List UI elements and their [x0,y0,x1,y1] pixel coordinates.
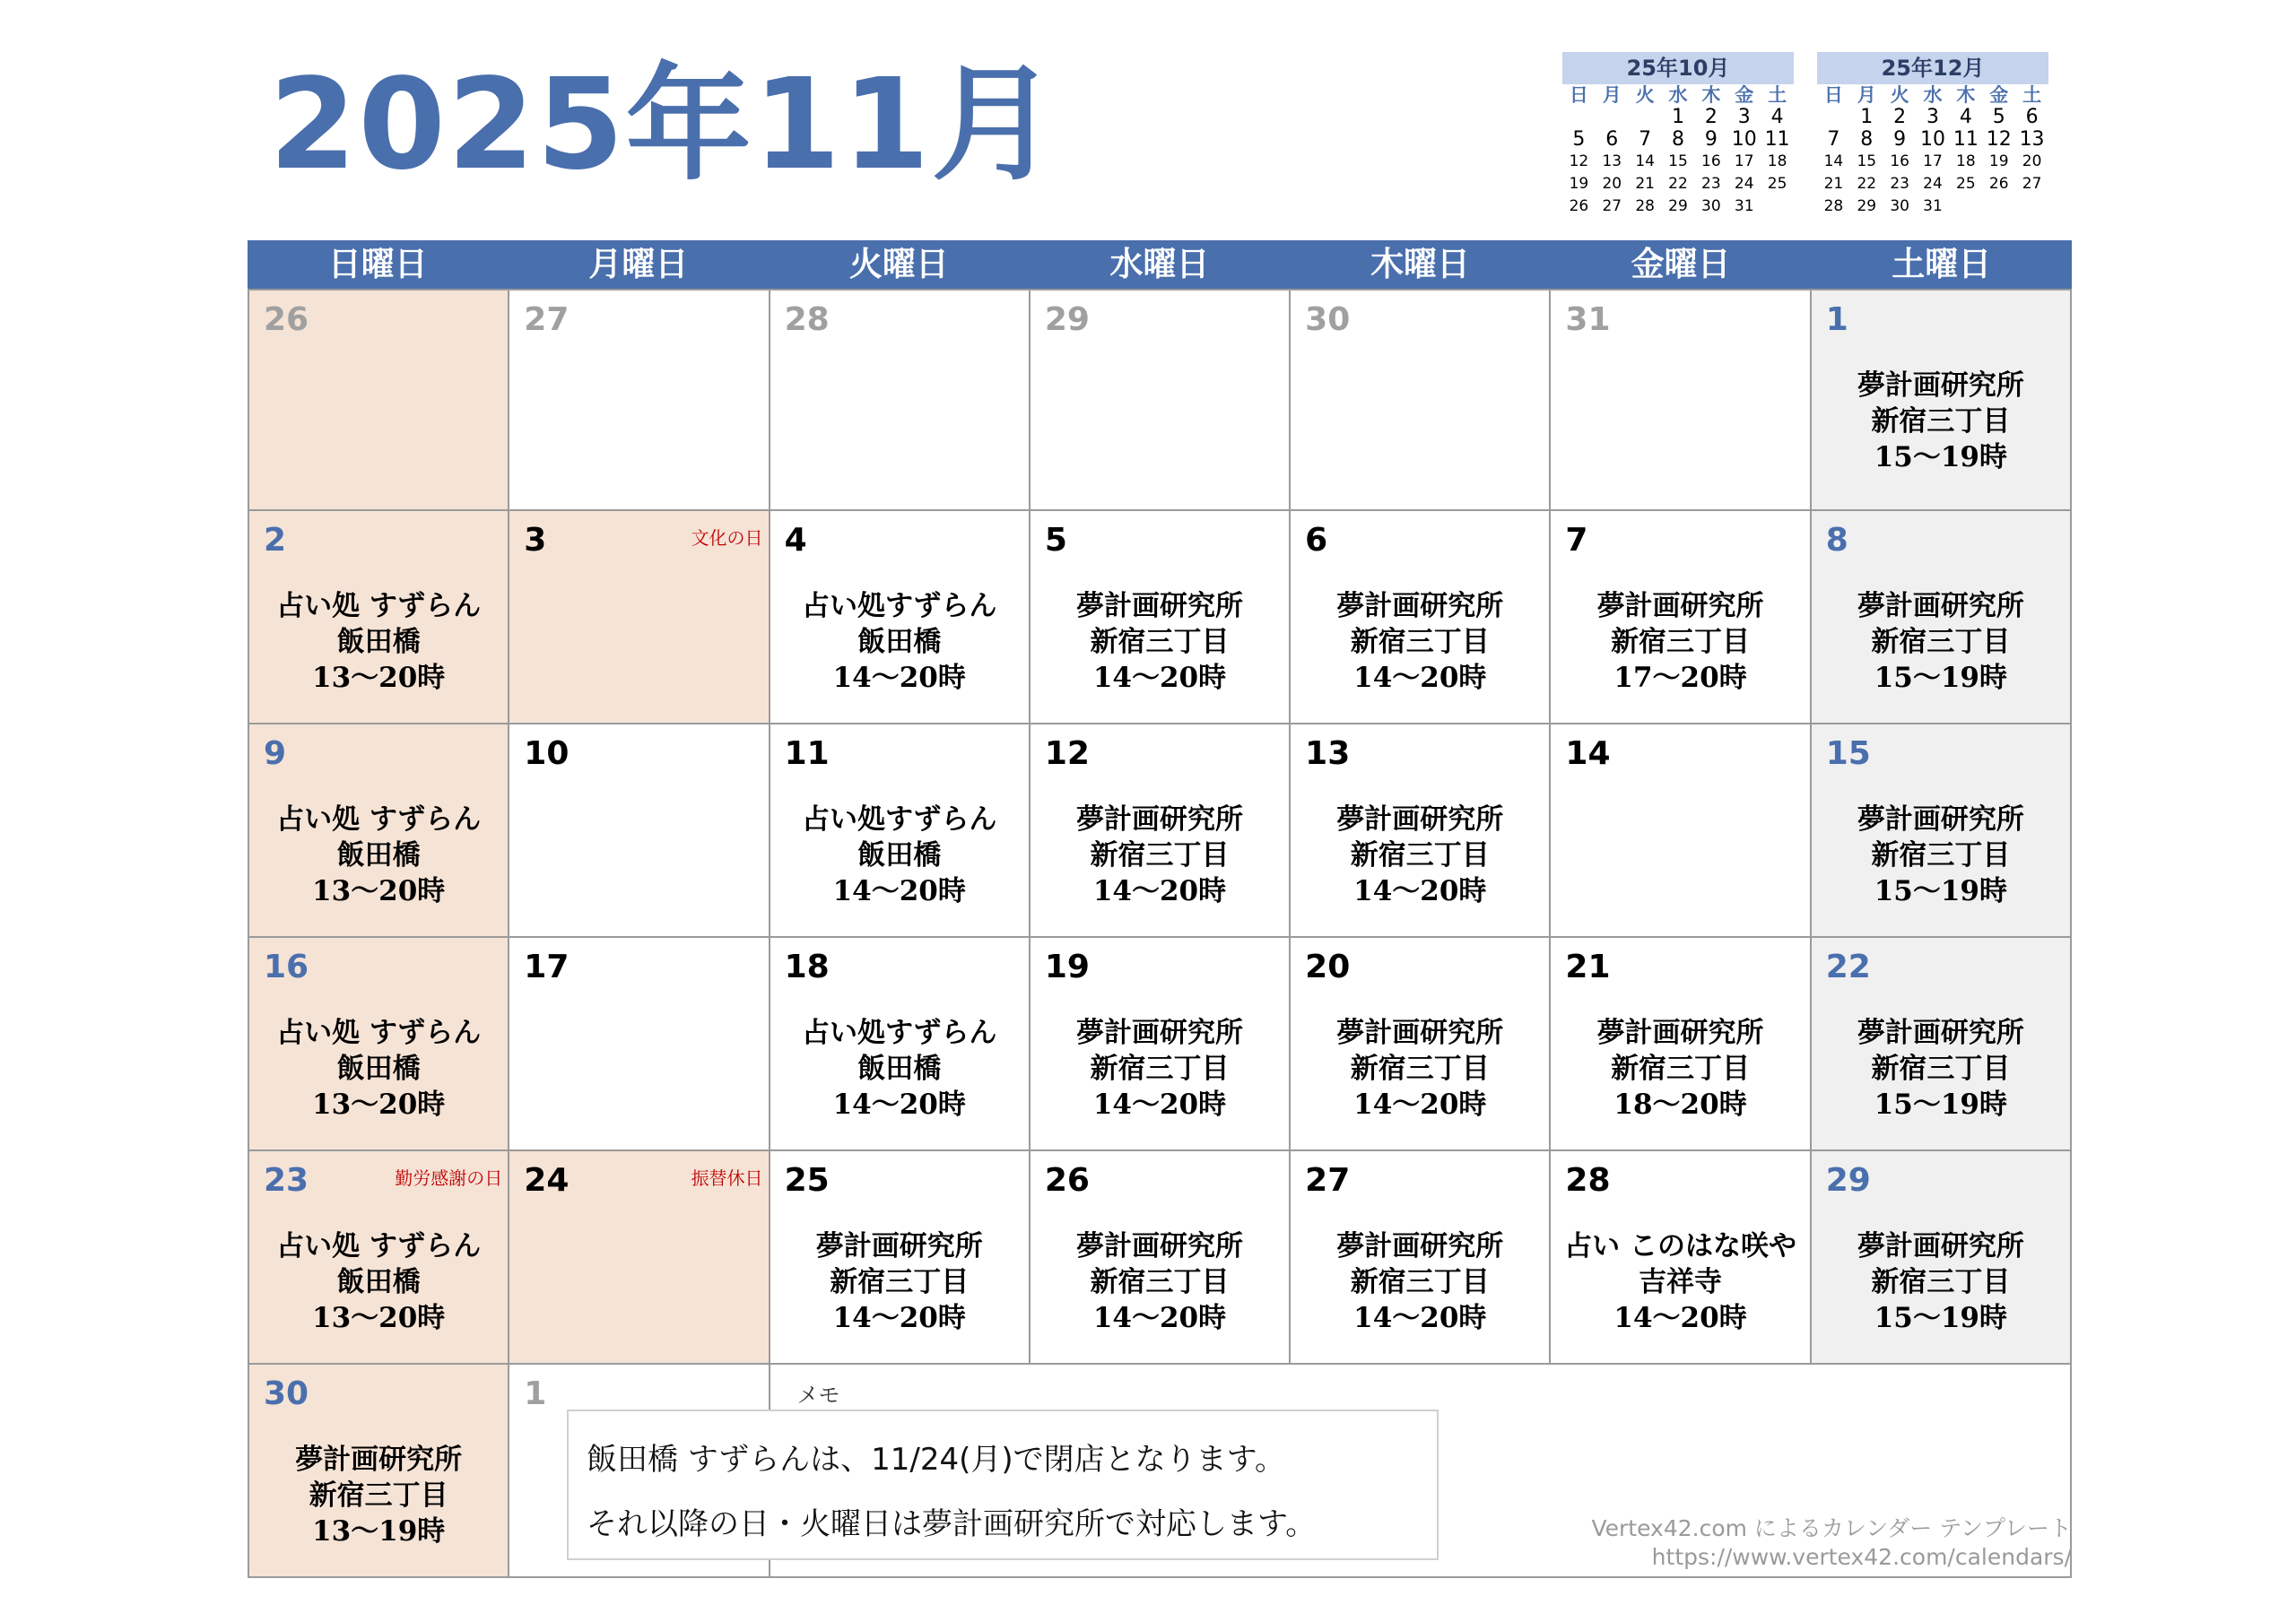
event-text [249,588,508,696]
event-text [1291,1228,1549,1336]
day-cell-4-3[interactable] [1031,1151,1291,1365]
event-line: 夢計画研究所 [1336,803,1504,836]
mini-calendar [1817,52,2048,218]
day-number: 30 [264,1375,309,1412]
mini-day: 27 [2022,175,2042,193]
day-cell-2-1[interactable] [509,724,770,938]
mini-day: 23 [1890,175,1909,193]
event-line: 飯田橋 [857,839,942,872]
mini-day: 17 [1734,152,1754,170]
mini-day: 21 [1635,175,1655,193]
mini-day: 11 [1764,128,1790,151]
event-line: 14～20時 [1092,875,1227,907]
mini-day: 9 [1893,128,1907,151]
day-cell-1-0[interactable] [249,511,509,724]
mini-day [2015,195,2048,218]
day-cell-2-0[interactable] [249,724,509,938]
event-line: 夢計画研究所 [1857,369,2024,402]
mini-day: 19 [1988,152,2009,170]
event-line: 占い処すずらん [802,590,997,622]
mini-day [1629,106,1662,128]
mini-day: 21 [1823,175,1844,193]
mini-day: 28 [1823,197,1844,215]
day-number: 13 [1305,735,1351,772]
event-line: 夢計画研究所 [1075,1230,1243,1262]
event-line: 飯田橋 [336,1266,421,1298]
mini-day [1562,106,1596,128]
mini-day: 27 [1602,197,1622,215]
event-line: 夢計画研究所 [1857,590,2024,622]
event-line: 新宿三丁目 [1611,626,1751,658]
credit-url[interactable]: https://www.vertex42.com/calendars/ [1651,1544,2072,1570]
event-line: 占い処すずらん [802,803,997,836]
event-text [1812,588,2070,696]
day-number: 22 [1825,949,1871,985]
event-line: 新宿三丁目 [1090,839,1230,872]
weekday-label: 土曜日 [1892,245,1992,283]
event-line: 吉祥寺 [1639,1266,1723,1298]
event-line: 14～20時 [832,1302,966,1334]
day-number: 11 [784,735,830,772]
event-line: 夢計画研究所 [1857,1017,2024,1049]
event-text [249,1228,508,1336]
mini-day: 25 [1767,175,1787,193]
day-number: 31 [1565,301,1611,338]
mini-day: 22 [1668,175,1688,193]
event-text [1031,588,1289,696]
day-cell-2-3[interactable] [1031,724,1291,938]
day-cell-2-5[interactable] [1551,724,1811,938]
day-cell-30[interactable] [249,1365,509,1578]
event-text [249,1442,508,1549]
mini-day: 13 [1602,152,1622,170]
mini-day: 2 [1704,106,1718,128]
mini-day: 25 [1956,175,1976,193]
mini-day [1817,106,1850,128]
day-number: 26 [264,301,309,338]
mini-day: 1 [1860,106,1874,128]
mini-day: 17 [1923,152,1943,170]
day-number: 21 [1565,949,1611,985]
day-cell-3-0[interactable] [249,938,509,1151]
mini-day: 20 [2022,152,2042,170]
day-cell-4-6[interactable] [1812,1151,2072,1365]
page-title: 2025年11月 [269,52,1059,198]
day-number: 24 [524,1162,570,1199]
event-line: 夢計画研究所 [1596,1017,1764,1049]
calendar-grid [248,289,2072,1365]
day-cell-4-0[interactable] [249,1151,509,1365]
mini-day: 24 [1734,175,1754,193]
day-number: 1 [1825,301,1848,338]
mini-weekday: 日 [1569,84,1588,106]
mini-day: 30 [1890,197,1909,215]
event-line: 14～20時 [1092,1089,1227,1121]
event-line: 夢計画研究所 [1336,1230,1504,1262]
event-line: 新宿三丁目 [1350,626,1490,658]
mini-day: 19 [1569,175,1589,193]
mini-day: 4 [1959,106,1972,128]
mini-day [1949,195,1982,218]
event-line: 15～19時 [1874,662,2007,694]
day-cell-0-3[interactable] [1031,291,1291,511]
event-line: 夢計画研究所 [815,1230,983,1262]
weekday-header [248,240,2072,289]
memo-line-1: 飯田橋 すずらんは、11/24(月)で閉店となります。 [587,1442,1285,1478]
event-line: 新宿三丁目 [1611,1053,1751,1085]
day-number: 29 [1825,1162,1871,1199]
event-line: 夢計画研究所 [1336,1017,1504,1049]
mini-calendar-grid [1562,84,1794,218]
mini-day: 5 [1572,128,1586,151]
mini-day: 26 [1988,175,2009,193]
event-line: 夢計画研究所 [1075,590,1243,622]
mini-weekday: 土 [2022,84,2042,106]
event-line: 飯田橋 [336,626,421,658]
mini-day: 16 [1890,152,1909,170]
weekday-label: 月曜日 [588,245,689,283]
mini-day: 14 [1823,152,1844,170]
mini-day: 18 [1956,152,1976,170]
event-text [1551,1015,1809,1123]
mini-day [1761,195,1794,218]
event-line: 14～20時 [1092,1302,1227,1334]
mini-day: 7 [1827,128,1840,151]
day-cell-0-4[interactable] [1291,291,1551,511]
mini-weekday: 金 [1989,84,2009,106]
memo-label: メモ [796,1383,840,1408]
event-line: 13～19時 [312,1515,446,1548]
holiday-name: 文化の日 [691,527,763,549]
mini-day: 29 [1668,197,1688,215]
day-number: 19 [1044,949,1090,985]
mini-day: 6 [2025,106,2039,128]
event-text [1031,1015,1289,1123]
mini-weekday: 土 [1768,84,1787,106]
event-line: 17～20時 [1613,662,1747,694]
event-line: 新宿三丁目 [1350,1053,1490,1085]
day-cell-3-3[interactable] [1031,938,1291,1151]
mini-day: 3 [1737,106,1751,128]
mini-day: 30 [1701,197,1721,215]
event-line: 新宿三丁目 [1871,1053,2011,1085]
mini-day [1982,195,2015,218]
mini-day: 3 [1926,106,1939,128]
event-text [770,1015,1029,1123]
event-line: 15～19時 [1874,1302,2007,1334]
mini-day: 7 [1639,128,1652,151]
event-line: 飯田橋 [857,626,942,658]
day-number: 28 [784,301,830,338]
event-line: 13～20時 [312,1089,446,1121]
event-line: 14～20時 [1353,1089,1487,1121]
day-cell-1-3[interactable] [1031,511,1291,724]
weekday-label: 木曜日 [1370,245,1471,283]
day-cell-1-5[interactable] [1551,511,1811,724]
day-cell-0-5[interactable] [1551,291,1811,511]
event-line: 新宿三丁目 [1090,1053,1230,1085]
day-cell-3-2[interactable] [770,938,1031,1151]
event-line: 新宿三丁目 [1871,626,2011,658]
day-cell-0-1[interactable] [509,291,770,511]
mini-day: 14 [1635,152,1655,170]
mini-calendar-title: 25年10月 [1562,52,1794,84]
mini-day [1596,106,1629,128]
event-text [770,1228,1029,1336]
mini-day: 24 [1923,175,1943,193]
event-line: 新宿三丁目 [1350,839,1490,872]
mini-day: 23 [1701,175,1721,193]
event-line: 占い処すずらん [802,1017,997,1049]
mini-day: 10 [1919,128,1945,151]
mini-day: 26 [1569,197,1589,215]
mini-day: 8 [1860,128,1874,151]
mini-day: 8 [1671,128,1684,151]
day-cell-4-5[interactable] [1551,1151,1811,1365]
day-number: 6 [1305,522,1328,559]
day-number: 15 [1825,735,1871,772]
day-cell-0-2[interactable] [770,291,1031,511]
day-cell-0-6[interactable] [1812,291,2072,511]
event-line: 夢計画研究所 [1075,803,1243,836]
event-line: 新宿三丁目 [1090,1266,1230,1298]
day-cell-3-4[interactable] [1291,938,1551,1151]
mini-calendar [1562,52,1794,218]
event-line: 15～19時 [1874,1089,2007,1121]
holiday-name: 振替休日 [691,1167,763,1189]
event-line: 新宿三丁目 [1871,405,2011,438]
event-line: 飯田橋 [336,1053,421,1085]
day-number: 25 [784,1162,830,1199]
event-line: 15～19時 [1874,875,2007,907]
event-text [1031,802,1289,909]
event-text [1291,802,1549,909]
event-line: 占い処 すずらん [276,1017,482,1049]
mini-weekday: 日 [1823,84,1843,106]
credit-line: Vertex42.com によるカレンダー テンプレート [1591,1515,2072,1541]
day-number: 26 [1044,1162,1090,1199]
mini-weekday: 火 [1635,84,1655,106]
weekday-label: 金曜日 [1631,245,1731,283]
event-text [1812,1015,2070,1123]
mini-day: 22 [1857,175,1877,193]
event-line: 新宿三丁目 [1090,626,1230,658]
event-line: 新宿三丁目 [830,1266,970,1298]
event-text [770,588,1029,696]
day-number: 29 [1044,301,1090,338]
event-text [1812,802,2070,909]
day-number: 27 [524,301,570,338]
day-cell-3-5[interactable] [1551,938,1811,1151]
day-cell-1-6[interactable] [1812,511,2072,724]
day-cell-1-2[interactable] [770,511,1031,724]
event-line: 夢計画研究所 [1857,1230,2024,1262]
event-line: 占い処 すずらん [276,590,482,622]
mini-day: 31 [1923,197,1943,215]
event-line: 13～20時 [312,1302,446,1334]
day-number: 1 [524,1375,547,1412]
event-line: 新宿三丁目 [1871,1266,2011,1298]
day-cell-2-6[interactable] [1812,724,2072,938]
mini-day: 2 [1893,106,1907,128]
event-text [1812,1228,2070,1336]
month-calendar [248,240,2072,1578]
event-line: 18～20時 [1613,1089,1747,1121]
event-line: 占い処 すずらん [276,1230,482,1262]
day-cell-2-2[interactable] [770,724,1031,938]
mini-day: 28 [1635,197,1655,215]
event-line: 14～20時 [832,662,966,694]
weekday-label: 日曜日 [327,245,428,283]
mini-weekday: 月 [1857,84,1876,106]
day-cell-4-4[interactable] [1291,1151,1551,1365]
event-line: 14～20時 [1613,1302,1747,1334]
event-text [1551,588,1809,696]
event-text [770,802,1029,909]
mini-weekday: 金 [1735,84,1754,106]
day-cell-4-1[interactable] [509,1151,770,1365]
day-number: 2 [264,522,287,559]
mini-day: 11 [1952,128,1979,151]
day-number: 17 [524,949,570,985]
mini-weekday: 木 [1701,84,1721,106]
mini-day: 15 [1668,152,1688,170]
day-number: 30 [1305,301,1351,338]
event-line: 占い このはな咲や [1564,1230,1796,1262]
day-number: 5 [1044,522,1067,559]
event-text [249,1015,508,1123]
day-cell-1-1[interactable] [509,511,770,724]
mini-day: 13 [2019,128,2045,151]
day-cell-2-4[interactable] [1291,724,1551,938]
event-text [1551,1228,1809,1336]
event-line: 14～20時 [1353,875,1487,907]
mini-weekday: 木 [1956,84,1976,106]
memo-line-2: それ以降の日・火曜日は夢計画研究所で対応します。 [587,1506,1317,1542]
event-text [1031,1228,1289,1336]
event-text [1812,368,2070,475]
day-cell-3-1[interactable] [509,938,770,1151]
day-number: 14 [1565,735,1611,772]
mini-day: 12 [1569,152,1589,170]
event-line: 占い処 すずらん [276,803,482,836]
event-line: 14～20時 [832,875,966,907]
event-line: 14～20時 [1353,662,1487,694]
mini-day: 31 [1734,197,1754,215]
holiday-name: 勤労感謝の日 [395,1167,503,1189]
day-number: 10 [524,735,570,772]
mini-day: 20 [1602,175,1622,193]
day-number: 3 [524,522,547,559]
mini-day: 15 [1857,152,1877,170]
day-cell-3-6[interactable] [1812,938,2072,1151]
day-number: 9 [264,735,287,772]
day-number: 8 [1825,522,1848,559]
memo-note [567,1409,1439,1560]
day-number: 23 [264,1162,309,1199]
day-number: 18 [784,949,830,985]
mini-weekday: 月 [1602,84,1622,106]
day-number: 27 [1305,1162,1351,1199]
event-line: 新宿三丁目 [1871,839,2011,872]
day-cell-0-0[interactable] [249,291,509,511]
event-text [1291,588,1549,696]
mini-day: 10 [1731,128,1757,151]
mini-day: 18 [1767,152,1787,170]
event-line: 夢計画研究所 [1336,590,1504,622]
mini-day: 9 [1704,128,1718,151]
day-number: 4 [784,522,807,559]
mini-day: 16 [1701,152,1721,170]
day-cell-4-2[interactable] [770,1151,1031,1365]
mini-calendar-grid [1817,84,2048,218]
event-line: 新宿三丁目 [309,1479,448,1512]
mini-day: 12 [1986,128,2012,151]
event-line: 夢計画研究所 [295,1444,463,1476]
event-line: 飯田橋 [336,839,421,872]
mini-weekday: 水 [1668,84,1688,106]
event-line: 夢計画研究所 [1075,1017,1243,1049]
mini-day: 4 [1770,106,1784,128]
weekday-label: 水曜日 [1109,245,1210,283]
mini-day: 6 [1605,128,1619,151]
mini-weekday: 火 [1890,84,1909,106]
day-number: 12 [1044,735,1090,772]
event-line: 13～20時 [312,662,446,694]
day-cell-1-4[interactable] [1291,511,1551,724]
event-line: 新宿三丁目 [1350,1266,1490,1298]
day-number: 28 [1565,1162,1611,1199]
mini-calendar-title: 25年12月 [1817,52,2048,84]
mini-day: 5 [1992,106,2005,128]
event-text [249,802,508,909]
event-line: 13～20時 [312,875,446,907]
event-line: 14～20時 [832,1089,966,1121]
day-number: 7 [1565,522,1588,559]
mini-day: 1 [1671,106,1684,128]
event-line: 飯田橋 [857,1053,942,1085]
event-line: 15～19時 [1874,441,2007,473]
event-text [1291,1015,1549,1123]
weekday-label: 火曜日 [848,245,949,283]
day-number: 16 [264,949,309,985]
event-line: 14～20時 [1353,1302,1487,1334]
day-number: 20 [1305,949,1351,985]
event-line: 14～20時 [1092,662,1227,694]
event-line: 夢計画研究所 [1857,803,2024,836]
event-line: 夢計画研究所 [1596,590,1764,622]
mini-day: 29 [1857,197,1877,215]
mini-weekday: 水 [1923,84,1943,106]
